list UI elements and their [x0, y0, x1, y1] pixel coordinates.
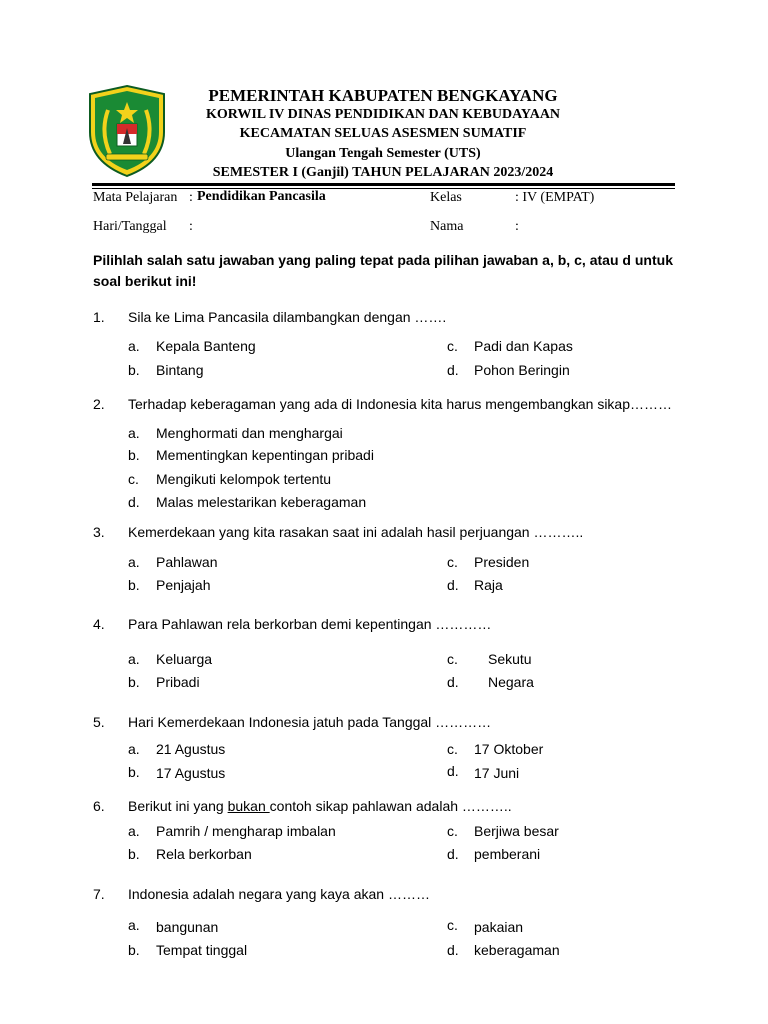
- header-line-5: SEMESTER I (Ganjil) TAHUN PELAJARAN 2023/2024: [212, 165, 554, 180]
- option-text[interactable]: bangunan: [156, 919, 219, 935]
- option-text[interactable]: Berjiwa besar: [474, 823, 559, 839]
- option-letter: a.: [128, 554, 140, 570]
- option-letter: d.: [447, 846, 459, 862]
- option-letter: b.: [128, 447, 140, 463]
- option-letter: b.: [128, 362, 140, 378]
- header-divider-thick: [92, 183, 675, 186]
- option-text[interactable]: Negara: [488, 674, 534, 690]
- option-text[interactable]: Penjajah: [156, 577, 211, 593]
- header-line-3: KECAMATAN SELUAS ASESMEN SUMATIF: [239, 126, 527, 141]
- option-text[interactable]: Presiden: [474, 554, 530, 570]
- question-text: Para Pahlawan rela berkorban demi kepentingan …………: [128, 616, 492, 632]
- option-letter: a.: [128, 823, 140, 839]
- question-text: [128, 798, 512, 814]
- option-text[interactable]: keberagaman: [474, 942, 560, 958]
- option-text[interactable]: Bintang: [156, 362, 204, 378]
- question-text-part: contoh sikap pahlawan adalah ………..: [269, 798, 512, 814]
- header-line-4: Ulangan Tengah Semester (UTS): [285, 146, 481, 161]
- option-text[interactable]: Malas melestarikan keberagaman: [156, 494, 367, 510]
- option-text[interactable]: Mementingkan kepentingan pribadi: [156, 447, 374, 463]
- option-text[interactable]: Padi dan Kapas: [474, 338, 573, 354]
- question-number: 1.: [93, 309, 105, 325]
- option-text[interactable]: 17 Agustus: [156, 765, 226, 781]
- option-letter: c.: [447, 741, 458, 757]
- option-text[interactable]: Keluarga: [156, 651, 213, 667]
- option-text[interactable]: Pahlawan: [156, 554, 218, 570]
- option-text[interactable]: Kepala Banteng: [156, 338, 256, 354]
- name-label: Nama: [430, 219, 464, 234]
- header-line-1: PEMERINTAH KABUPATEN BENGKAYANG: [208, 86, 558, 105]
- option-text[interactable]: Tempat tinggal: [156, 942, 248, 958]
- option-text[interactable]: Sekutu: [488, 651, 532, 667]
- question-text-part: Berikut ini yang: [128, 798, 228, 814]
- option-letter: d.: [447, 763, 459, 779]
- option-letter: b.: [128, 674, 140, 690]
- option-letter: d.: [128, 494, 140, 510]
- option-letter: a.: [128, 425, 140, 441]
- option-text[interactable]: Rela berkorban: [156, 846, 252, 862]
- question-text: Sila ke Lima Pancasila dilambangkan dengan …….: [128, 309, 447, 325]
- question-number: 7.: [93, 886, 105, 902]
- subject-value: Pendidikan Pancasila: [197, 189, 326, 204]
- option-text[interactable]: 21 Agustus: [156, 741, 226, 757]
- option-letter: b.: [128, 846, 140, 862]
- option-letter: d.: [447, 362, 459, 378]
- option-letter: b.: [128, 942, 140, 958]
- date-field[interactable]: :: [189, 219, 193, 234]
- option-text[interactable]: Pohon Beringin: [474, 362, 570, 378]
- subject-label: Mata Pelajaran: [93, 190, 178, 205]
- option-text[interactable]: Mengikuti kelompok tertentu: [156, 471, 332, 487]
- option-letter: c.: [447, 917, 458, 933]
- option-text[interactable]: 17 Oktober: [474, 741, 544, 757]
- question-number: 2.: [93, 396, 105, 412]
- option-letter: d.: [447, 942, 459, 958]
- class-value: : IV (EMPAT): [515, 190, 595, 205]
- option-text[interactable]: Raja: [474, 577, 503, 593]
- instruction: Pilihlah salah satu jawaban yang paling tepat pada pilihan jawaban a, b, c, atau d untuk soal berikut ini!: [93, 252, 673, 289]
- option-text[interactable]: Menghormati dan menghargai: [156, 425, 343, 441]
- question-text: Indonesia adalah negara yang kaya akan ………: [128, 886, 430, 902]
- header-line-2: KORWIL IV DINAS PENDIDIKAN DAN KEBUDAYAAN: [205, 107, 561, 122]
- question-text: Hari Kemerdekaan Indonesia jatuh pada Tanggal …………: [128, 714, 492, 730]
- option-letter: a.: [128, 917, 140, 933]
- option-text[interactable]: pakaian: [474, 919, 524, 935]
- option-letter: b.: [128, 577, 140, 593]
- option-text[interactable]: Pamrih / mengharap imbalan: [156, 823, 336, 839]
- name-field[interactable]: :: [515, 219, 519, 234]
- question-number: 6.: [93, 798, 105, 814]
- date-label: Hari/Tanggal: [93, 219, 167, 234]
- option-letter: a.: [128, 741, 140, 757]
- option-letter: d.: [447, 674, 459, 690]
- option-letter: c.: [447, 338, 458, 354]
- option-letter: a.: [128, 651, 140, 667]
- question-number: 4.: [93, 616, 105, 632]
- option-letter: c.: [447, 554, 458, 570]
- option-letter: a.: [128, 338, 140, 354]
- option-text[interactable]: 17 Juni: [474, 765, 520, 781]
- option-letter: b.: [128, 764, 140, 780]
- bengkayang-emblem-icon: [86, 84, 168, 178]
- question-text: Kemerdekaan yang kita rasakan saat ini adalah hasil perjuangan ………..: [128, 524, 584, 540]
- option-letter: c.: [128, 471, 139, 487]
- question-number: 3.: [93, 524, 105, 540]
- option-letter: c.: [447, 651, 458, 667]
- question-number: 5.: [93, 714, 105, 730]
- option-text[interactable]: Pribadi: [156, 674, 200, 690]
- subject-separator: :: [189, 190, 193, 205]
- option-letter: d.: [447, 577, 459, 593]
- option-letter: c.: [447, 823, 458, 839]
- question-text-underlined: bukan: [227, 798, 270, 814]
- question-text: Terhadap keberagaman yang ada di Indonesia kita harus mengembangkan sikap………: [128, 396, 673, 412]
- class-label: Kelas: [430, 190, 462, 205]
- header-divider-thin: [92, 188, 675, 189]
- option-text[interactable]: pemberani: [474, 846, 541, 862]
